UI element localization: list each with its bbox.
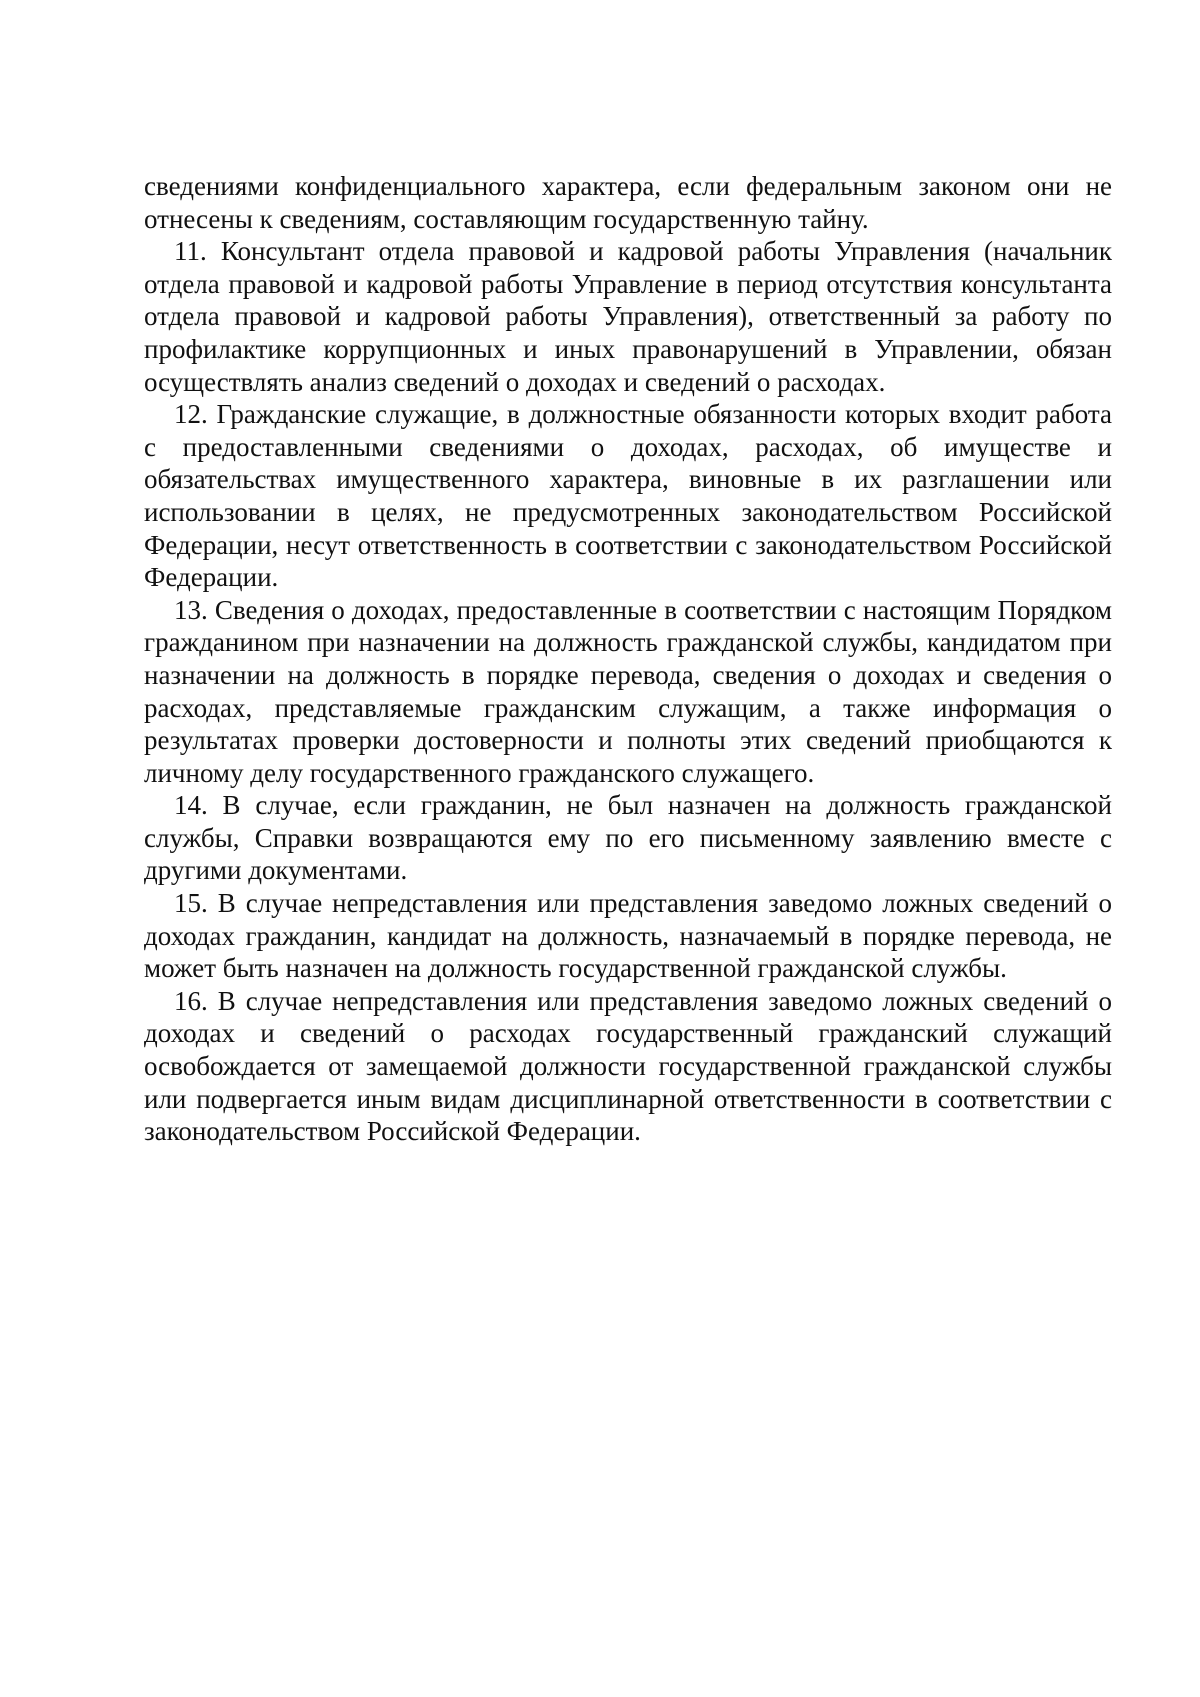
- paragraph-continuation: сведениями конфиденциального характера, если федеральным законом они не отнесены к сведениям, составляющим государственную тайну.: [144, 171, 1112, 234]
- document-body: [144, 170, 1112, 1148]
- paragraph-14: 14. В случае, если гражданин, не был назначен на должность гражданской службы, Справки возвращаются ему по его письменному заявлению вместе с другими документами.: [144, 790, 1112, 886]
- paragraph-15: 15. В случае непредставления или представления заведомо ложных сведений о доходах гражданин, кандидат на должность, назначаемый в порядке перевода, не может быть назначен на должность государственной гражданской службы.: [144, 888, 1112, 984]
- paragraph-13: 13. Сведения о доходах, предоставленные в соответствии с настоящим Порядком гражданином при назначении на должность гражданской службы, кандидатом при назначении на должность в порядке перевода, сведения о доходах и сведения о расходах, представляемые гражданским служащим, а также информация о результатах проверки достоверности и полноты этих сведений приобщаются к личному делу государственного гражданского служащего.: [144, 594, 1112, 788]
- paragraph-12: 12. Гражданские служащие, в должностные обязанности которых входит работа с предоставленными сведениями о доходах, расходах, об имуществе и обязательствах имущественного характера, виновные в их разглашении или использовании в целях, не предусмотренных законодательством Российской Федерации, несут ответственность в соответствии с законодательством Российской Федерации.: [144, 399, 1112, 593]
- paragraph-11: 11. Консультант отдела правовой и кадровой работы Управления (начальник отдела правовой и кадровой работы Управление в период отсутствия консультанта отдела правовой и кадровой работы Управления), ответственный за работу по профилактике коррупционных и иных правонарушений в Управлении, обязан осуществлять анализ сведений о доходах и сведений о расходах.: [144, 236, 1112, 397]
- paragraph-16: 16. В случае непредставления или представления заведомо ложных сведений о доходах и сведений о расходах государственный гражданский служащий освобождается от замещаемой должности государственной гражданской службы или подвергается иным видам дисциплинарной ответственности в соответствии с законодательством Российской Федерации.: [144, 985, 1112, 1147]
